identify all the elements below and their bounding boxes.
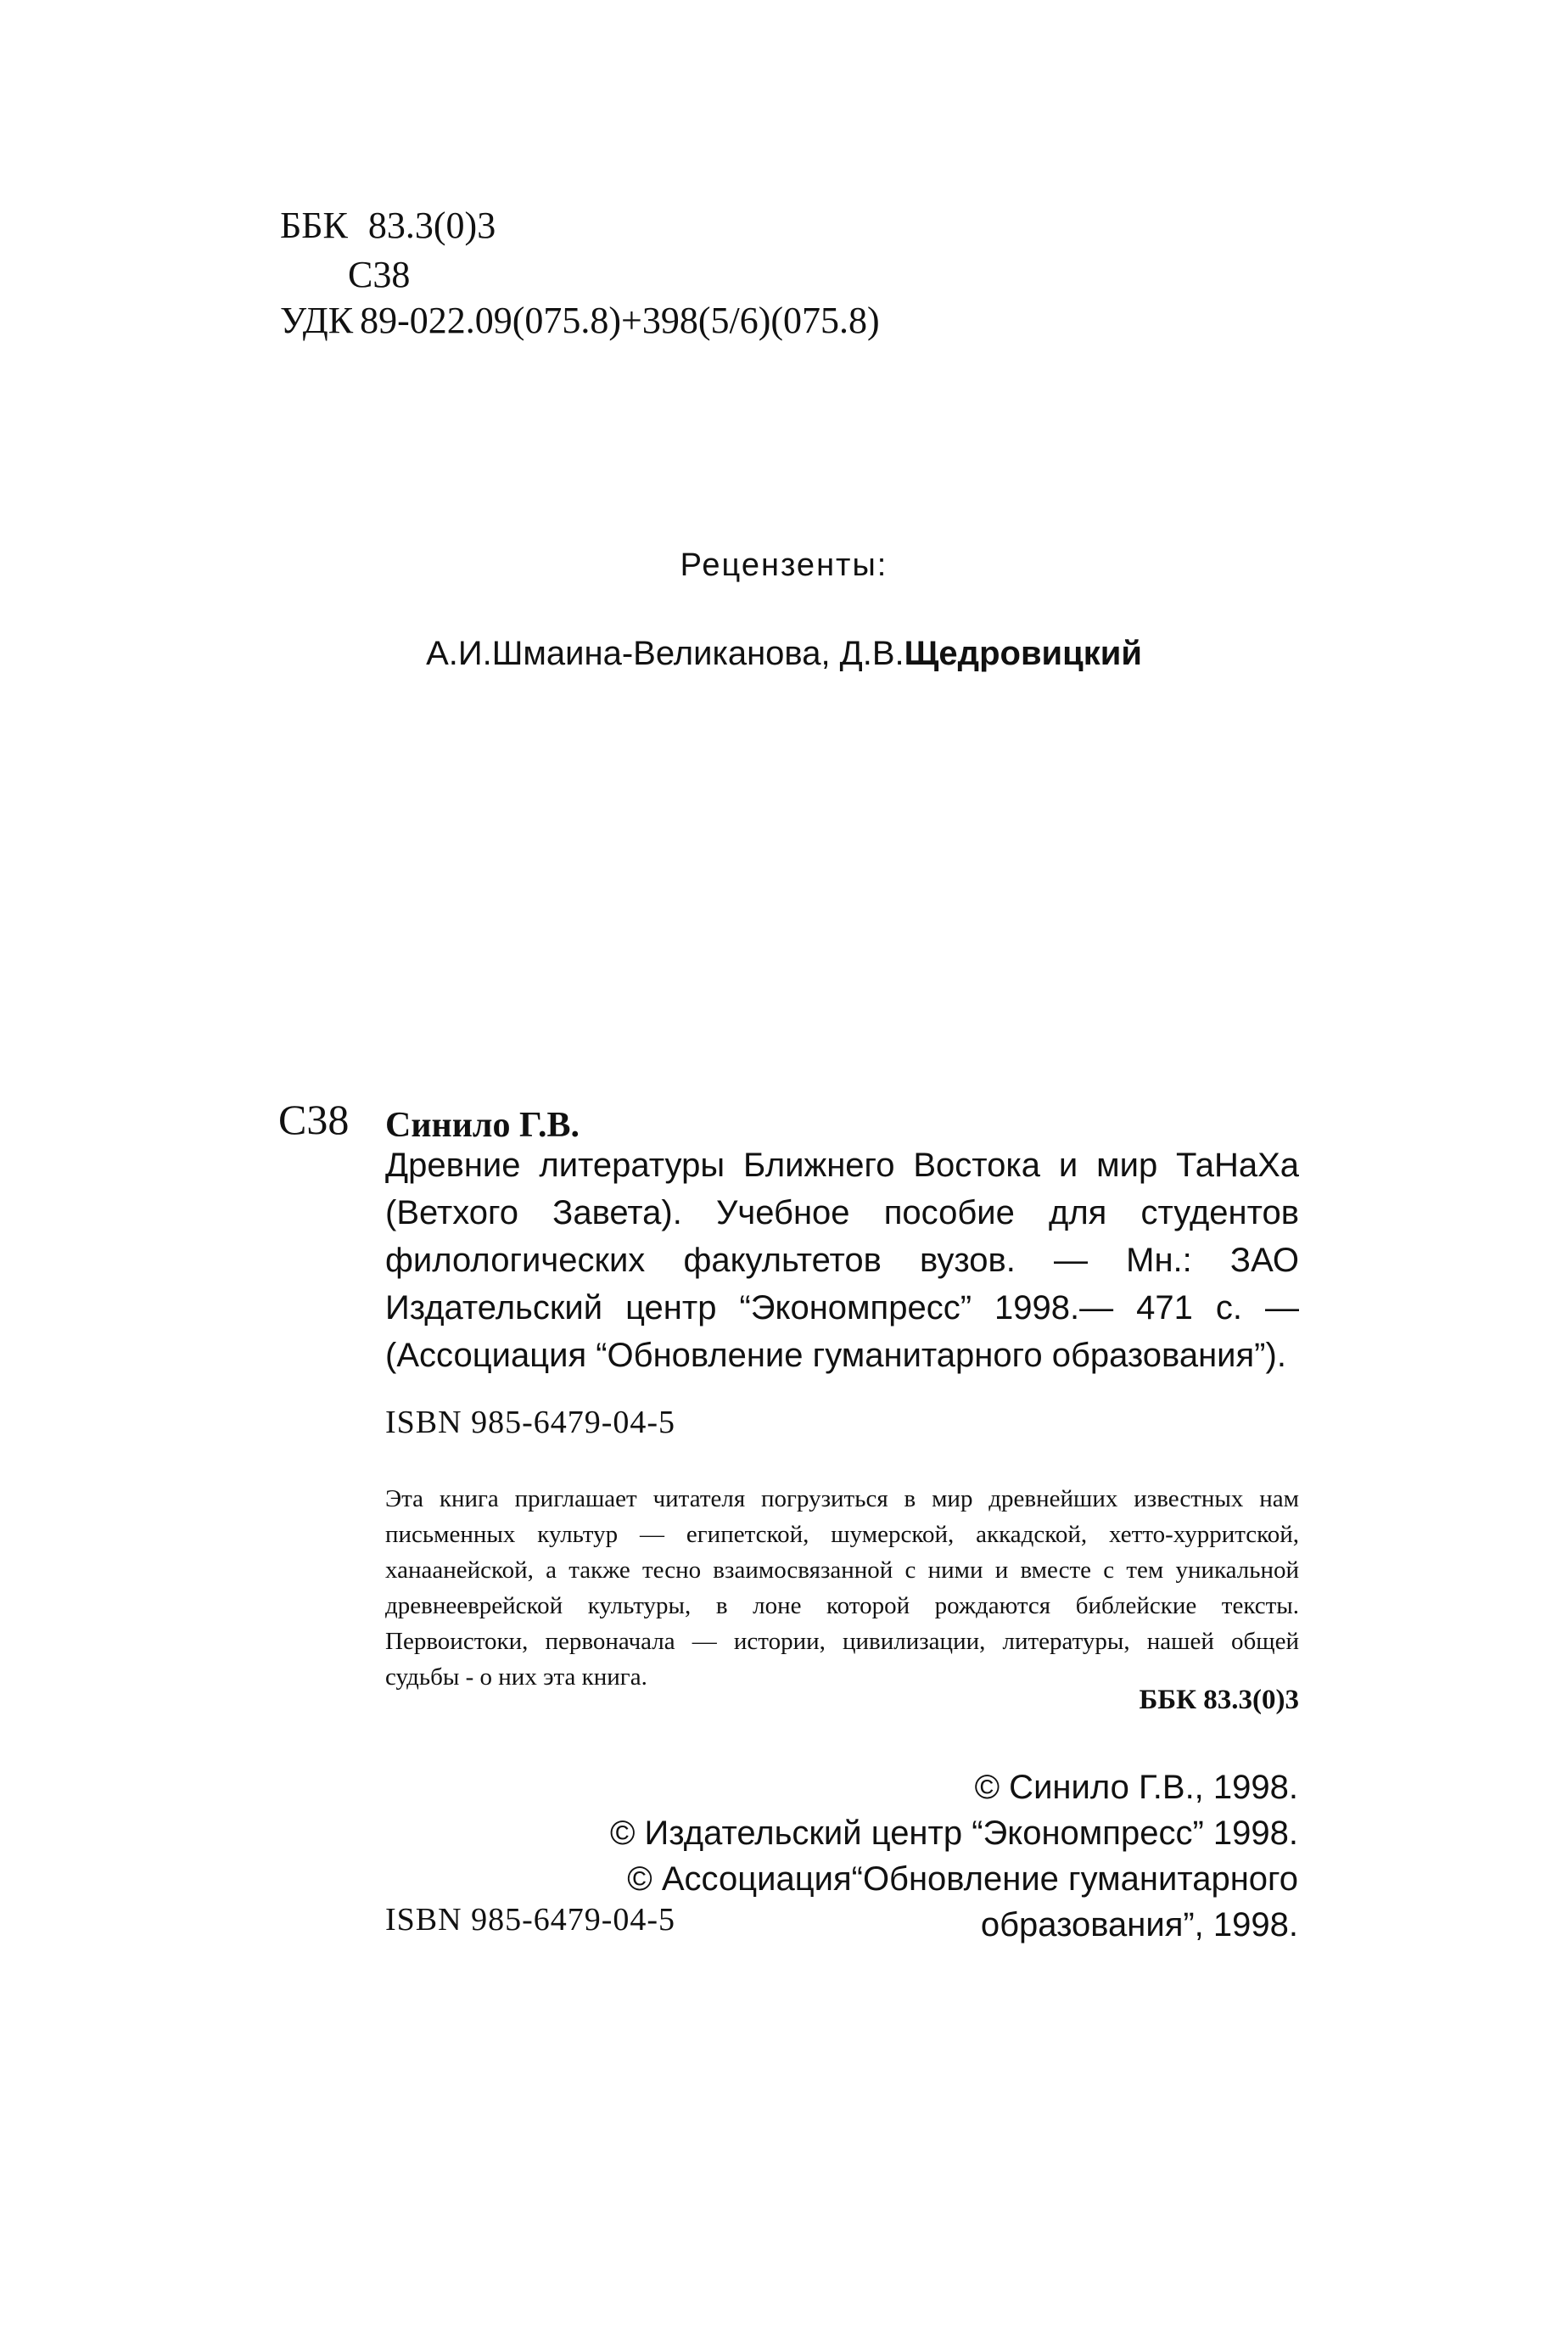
copyright-association-line2: образования”, 1998. — [980, 1906, 1298, 1944]
copyright-association-line1: © Ассоциация“Обновление гуманитарного — [627, 1860, 1298, 1898]
isbn-bottom: ISBN 985-6479-04-5 — [385, 1902, 676, 1938]
copyright-publisher: © Издательский центр “Экономпресс” 1998. — [609, 1815, 1298, 1852]
udk-classification — [280, 297, 880, 345]
udk-code: 89-022.09(075.8)+398(5/6)(075.8) — [360, 300, 880, 341]
cutter-number: С38 — [348, 254, 411, 295]
udk-label: УДК — [280, 300, 354, 341]
bbk-label: ББК — [280, 205, 348, 246]
reviewers-heading: Рецензенты: — [680, 547, 888, 583]
bbk-classification — [280, 202, 496, 250]
reviewers-names-part1: А.И.Шмаина-Великанова, Д.В. — [426, 635, 904, 672]
reviewers-names — [0, 635, 1568, 673]
book-description: Древние литературы Ближнего Востока и мир ТаНаХа (Ветхого Завета). Учебное пособие для студентов филологических факультетов вузов. — Мн.: ЗАО Издательский центр “Экономпресс” 1998.— 471 с. — (Ассоциация “Обновление гуманитарного образования”). — [385, 1147, 1299, 1374]
author-name: Синило Г.В. — [385, 1106, 580, 1145]
catalog-cutter: С38 — [278, 1096, 350, 1143]
bbk-code: 83.3(0)3 — [367, 205, 496, 246]
annotation: Эта книга приглашает читателя погрузиться в мир древнейших известных нам письменных культур — египетской, шумерской, аккадской, хетто-хурритской, ханаанейской, а также тесно взаимосвязанной с ними и вместе с тем уникальной древнееврейской культуры, в лоне которой рождаются библейские тексты. Первоистоки, первоначала — истории, цивилизации, литературы, нашей общей судьбы - о них эта книга. — [385, 1485, 1299, 1691]
isbn-catalog: ISBN 985-6479-04-5 — [385, 1405, 676, 1440]
bbk-catalog: ББК 83.3(0)3 — [1139, 1685, 1299, 1715]
copyright-author: © Синило Г.В., 1998. — [974, 1769, 1298, 1806]
reviewers-names-part2: Щедровицкий — [904, 635, 1142, 672]
